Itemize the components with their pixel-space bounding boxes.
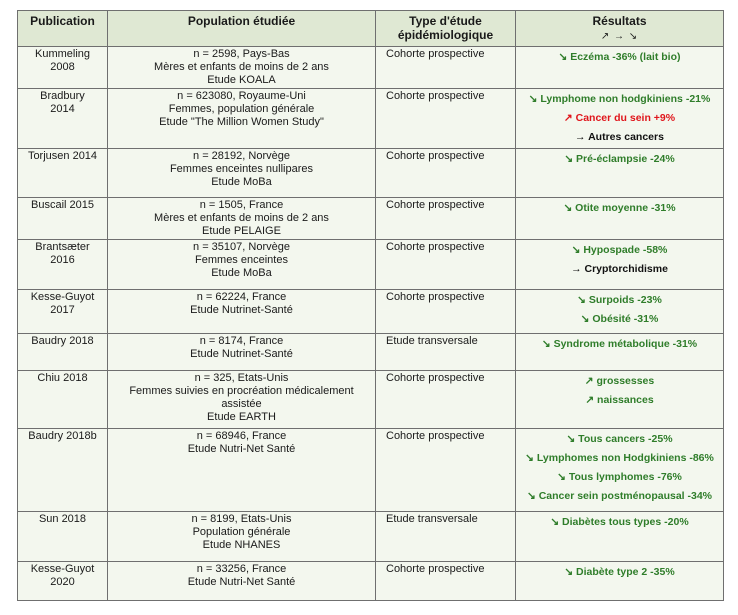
publication-cell	[18, 371, 108, 429]
header-results-label: Résultats	[592, 14, 647, 28]
table-body	[18, 47, 724, 601]
result-item: ↘ Tous lymphomes -76%	[557, 471, 682, 483]
population-cell-line: Etude EARTH	[207, 411, 276, 423]
study-type-cell: Cohorte prospective	[376, 429, 516, 512]
results-cell	[516, 562, 724, 601]
result-item: ↘ Diabètes tous types -20%	[550, 516, 689, 528]
publication-cell	[18, 240, 108, 290]
result-item: ↘ Pré-éclampsie -24%	[564, 153, 675, 165]
population-cell-line: Femmes enceintes nullipares	[169, 163, 314, 175]
population-cell-line: n = 325, Etats-Unis	[194, 372, 289, 384]
population-cell-line: n = 33256, France	[196, 563, 287, 575]
study-type-cell: Cohorte prospective	[376, 198, 516, 240]
population-cell	[108, 89, 376, 149]
population-cell	[108, 562, 376, 601]
study-type-cell: Etude transversale	[376, 334, 516, 371]
publication-cell-line: 2020	[50, 576, 75, 588]
population-cell-line: Femmes enceintes	[195, 254, 288, 266]
results-cell	[516, 89, 724, 149]
publication-cell-line: Baudry 2018	[31, 335, 94, 347]
publication-cell-line: Kesse-Guyot	[30, 563, 95, 575]
population-cell-line: n = 8174, France	[199, 335, 284, 347]
study-type-cell: Etude transversale	[376, 512, 516, 562]
publication-cell-line: Torjusen 2014	[27, 150, 98, 162]
population-cell	[108, 290, 376, 334]
population-cell-line: Mères et enfants de moins de 2 ans	[154, 61, 329, 73]
table-row	[18, 512, 724, 562]
population-cell-line: n = 2598, Pays-Bas	[193, 48, 290, 60]
population-cell-line: n = 1505, France	[199, 199, 284, 211]
header-results-arrows: ↗ → ↘	[600, 31, 639, 42]
publication-cell	[18, 47, 108, 89]
population-cell	[108, 198, 376, 240]
publication-cell-line: Buscail 2015	[31, 199, 94, 211]
publication-cell-line: Kummeling	[34, 48, 91, 60]
table-row	[18, 240, 724, 290]
results-cell	[516, 290, 724, 334]
results-table	[17, 10, 724, 601]
results-cell	[516, 198, 724, 240]
population-cell	[108, 334, 376, 371]
result-item: ↘ Diabète type 2 -35%	[564, 566, 675, 578]
population-cell-line: Etude KOALA	[207, 74, 276, 86]
results-cell	[516, 240, 724, 290]
results-cell	[516, 371, 724, 429]
population-cell-line: n = 35107, Norvège	[193, 241, 290, 253]
population-cell-line: Etude PELAIGE	[202, 225, 281, 237]
population-cell-line: assistée	[221, 398, 262, 410]
population-cell-line: Etude NHANES	[202, 539, 281, 551]
result-item: ↘ Obésité -31%	[580, 313, 659, 325]
result-item: ↘ Eczéma -36% (lait bio)	[558, 51, 681, 63]
table-row	[18, 47, 724, 89]
header-population: Population étudiée	[108, 11, 376, 47]
results-cell	[516, 149, 724, 198]
population-cell-line: n = 68946, France	[196, 430, 287, 442]
population-cell-line: Etude Nutri-Net Santé	[187, 576, 296, 588]
result-item: ↘ Surpoids -23%	[577, 294, 662, 306]
study-type-cell: Cohorte prospective	[376, 290, 516, 334]
publication-cell	[18, 290, 108, 334]
header-type	[376, 11, 516, 47]
publication-cell-line: 2016	[50, 254, 75, 266]
header-row	[18, 11, 724, 47]
results-cell	[516, 512, 724, 562]
population-cell-line: Population générale	[192, 526, 291, 538]
publication-cell	[18, 89, 108, 149]
population-cell-line: Etude MoBa	[211, 267, 272, 279]
population-cell-line: Femmes, population générale	[168, 103, 315, 115]
population-cell-line: Etude Nutrinet-Santé	[190, 304, 293, 316]
publication-cell-line: Chiu 2018	[37, 372, 88, 384]
publication-cell-line: Sun 2018	[38, 513, 87, 525]
results-cell	[516, 429, 724, 512]
publication-cell-line: Baudry 2018b	[28, 430, 97, 442]
population-cell	[108, 149, 376, 198]
population-cell-line: n = 62224, France	[196, 291, 287, 303]
study-type-cell: Cohorte prospective	[376, 371, 516, 429]
population-cell-line: n = 28192, Norvège	[193, 150, 290, 162]
result-item: ↗ naissances	[585, 394, 654, 406]
result-item: ↘ Tous cancers -25%	[566, 433, 673, 445]
result-item: ↘ Syndrome métabolique -31%	[541, 338, 698, 350]
table-row	[18, 290, 724, 334]
publication-cell-line: 2014	[50, 103, 75, 115]
result-item: ↘ Lymphomes non Hodgkiniens -86%	[525, 452, 714, 464]
population-cell	[108, 240, 376, 290]
result-item: ↗ Cancer du sein +9%	[563, 112, 676, 124]
result-item: ↗ grossesses	[584, 375, 655, 387]
publication-cell-line: 2008	[50, 61, 75, 73]
population-cell-line: n = 8199, Etats-Unis	[191, 513, 292, 525]
population-cell	[108, 47, 376, 89]
header-type-line1: Type d'étude	[409, 14, 482, 28]
population-cell	[108, 371, 376, 429]
result-item: ↘ Hypospade -58%	[571, 244, 668, 256]
population-cell-line: Mères et enfants de moins de 2 ans	[154, 212, 329, 224]
study-type-cell: Cohorte prospective	[376, 47, 516, 89]
header-results	[516, 11, 724, 47]
population-cell	[108, 512, 376, 562]
table-row	[18, 371, 724, 429]
header-type-line2: épidémiologique	[397, 28, 494, 42]
result-item: → Autres cancers	[575, 131, 664, 143]
study-type-cell: Cohorte prospective	[376, 89, 516, 149]
publication-cell	[18, 198, 108, 240]
publication-cell-line: Bradbury	[40, 90, 85, 102]
population-cell-line: Etude "The Million Women Study"	[159, 116, 324, 128]
population-cell-line: Etude Nutri-Net Santé	[187, 443, 296, 455]
header-publication: Publication	[18, 11, 108, 47]
publication-cell	[18, 512, 108, 562]
population-cell-line: Etude MoBa	[211, 176, 272, 188]
table-row	[18, 562, 724, 601]
population-cell-line: Etude Nutrinet-Santé	[190, 348, 293, 360]
study-type-cell: Cohorte prospective	[376, 562, 516, 601]
results-cell	[516, 47, 724, 89]
result-item: ↘ Otite moyenne -31%	[563, 202, 676, 214]
population-cell-line: n = 623080, Royaume-Uni	[177, 90, 306, 102]
table-row	[18, 149, 724, 198]
population-cell-line: Femmes suivies en procréation médicalement	[129, 385, 354, 397]
population-cell	[108, 429, 376, 512]
publication-cell-line: Brantsæter	[35, 241, 90, 253]
study-type-cell: Cohorte prospective	[376, 149, 516, 198]
publication-cell	[18, 334, 108, 371]
study-type-cell: Cohorte prospective	[376, 240, 516, 290]
table-row	[18, 89, 724, 149]
publication-cell	[18, 149, 108, 198]
publication-cell-line: 2017	[50, 304, 75, 316]
table-row	[18, 429, 724, 512]
publication-cell-line: Kesse-Guyot	[30, 291, 95, 303]
result-item: ↘ Lymphome non hodgkiniens -21%	[528, 93, 711, 105]
result-item: ↘ Cancer sein postménopausal -34%	[526, 490, 713, 502]
publication-cell	[18, 562, 108, 601]
publication-cell	[18, 429, 108, 512]
table-row	[18, 334, 724, 371]
table-row	[18, 198, 724, 240]
results-cell	[516, 334, 724, 371]
result-item: → Cryptorchidisme	[571, 263, 668, 275]
